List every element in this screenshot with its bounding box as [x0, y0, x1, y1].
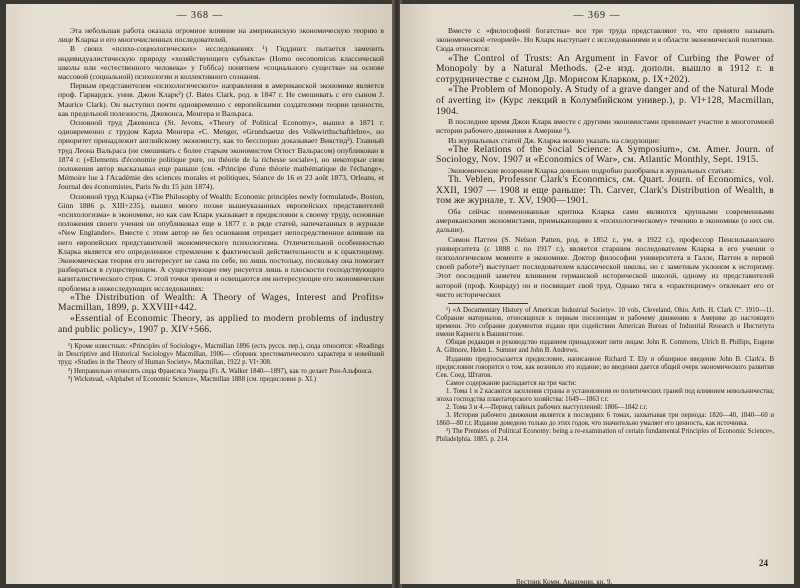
book-title: «The Problem of Monopoly. A Study of a grave danger and of the Natural Mode of averting it» (Курс лекций в Колумбийском универ.), р. VI+128, Macmillan, 1904. [436, 84, 774, 117]
paragraph: Экономические воззрения Кларка довольно подробно разобраны в журнальных статьях: [448, 165, 735, 175]
footer-source: Вестник Комм. Академии, кн. 9. [516, 578, 613, 584]
paragraph: Оба сейчас поименованные критика Кларка сами являются крупными современными американскими экономистами, примыкающими к «психологическому» течению в экономике (о них см. дальше). [436, 206, 774, 235]
footnote: 3. История рабочего движения является в последних 6 томах, захватывая три периода: 1820—40, 1840—60 и 1860—80 г.г. Издание доведено только до этих годов, что значительно умаляет его ценность, как источника. [436, 412, 774, 428]
right-page-number: — 369 — [573, 10, 621, 21]
footnote-rule [70, 339, 150, 340]
article-title: «The Relations of the Social Science: A Symposium», см. Amer. Journ. of Sociology, Nov. 1907 и «Economics of War», см. Atlantic Monthly, Sept. 1915. [436, 143, 774, 166]
footnotes [436, 307, 774, 445]
footnote: 1. Тома 1 и 2 касаются заселения страны и установления ее политических граней под влиянием невольничества; эпоха господства плантаторского хозяйства: 1649—1863 г.г. [436, 387, 774, 404]
article-title: Th. Veblen, Professor Clark's Economics, см. Quart. Journ. of Economics, vol. XXII, 1907 — 1908 и еще раньше: Th. Carver, Clark's Distribution of Wealth, в том же журнале, т. XV, 1900—1901. [436, 174, 774, 207]
paragraph: В последнее время Джон Кларк вместе с другими экономистами принимает участие в многотомной истории рабочего движения в Америке ¹). [436, 117, 774, 136]
footnote: Изданию предпосылается предисловие, написанное Richard T. Ely и обширное введение John B. Clark'а. В предисловии говорится о том, как возникло это издание; во введении дается общий очерк экономического развития Сев. Соед. Штатов. [436, 355, 774, 379]
right-page [400, 4, 794, 584]
paragraph: Симон Паттен (S. Nelson Patten, род. в 1852 г., ум. в 1922 г.), профессор Пенсильванского университета (с 1888 г. по 1917 г.), является старшим последователем Кларка в его учении о психологическом моменте в экономике. Доктор философии университета в Галле, Паттен в первой своей работе²) выступает последователем классической школы, но с заметным уклоном к историзму. Этот последний заметен влиянием германской исторической школой, одному из представителей которой (проф. Конраду) он и посвящает свой труд. Однако тяга к «практицизму» отвлекает его от чисто исторических [436, 234, 774, 299]
book-title: «The Control of Trusts: An Argument in Favor of Curbing the Power of Monopoly by a Natural Methods. (2-е изд. дополн. вышло в 1912 г. в сотрудничестве с сыном Др. Морисом Кларком, р. IX+202). [436, 52, 774, 85]
signature-number: 24 [759, 558, 768, 568]
footnotes [58, 343, 384, 383]
left-page [6, 4, 394, 584]
paragraph: Первым представителем «психологического» направления в американской экономике является проф. Гарвардск. унив. Джон Кларк²) (J. Bates Clark, род. в 1847 г. Не смешивать с его сыном J. Maurice Clark). Он выступил почти одновременно с европейскими создателями теории ценности, как предельной полезности, Джевонса, Менгера и Вальраса. [58, 81, 384, 118]
book-title: «Essential of Economic Theory, as applied to modern problems of industry and public policy», 1907 p. XIV+566. [58, 313, 384, 335]
paragraph: Из журнальных статей Дж. Кларка можно указать на следующие: [448, 135, 661, 145]
footnote: ²) The Premises of Political Economy: being a re-examination of certain fundamental Principles of Economic Science», Philadelphia. 1885. р. 214. [436, 428, 774, 444]
footnote: ³) Wickstead, «Alphabet of Economic Science», Macmillan 1888 (см. предисловие р. XI.) [68, 375, 317, 383]
footnote: ²) Неправильно относить сюда Франсиса Уокера (Fr. A. Walker 1840—1897), как то делает Рон-Альфонса. [68, 367, 373, 375]
paragraph: Основной труд Джевонса (St. Jevons, «Theory of Political Economy», вышел в 1871 г. одновременно с трудом Карла Менгера «C. Menger, «Grundsaetze des Volkwirthschaftlehre», но приоритет принадлежит английскому экономисту, как то бесспорно доказывает Викстид³). Главный труд Леона Вальраса (не смешивать с более старым экономистом Огюст Вальрасом) опубликован в 1874 г. («Elements d'économie politique pure, ou théorie de la richesse sociale»), но некоторые свои положения автор высказывал еще раньше (см. «Principe d'une théorie mathématique de l'échange», Mémoire lue à l'Académie des sciences morales et politiques, Séance de 16 et 23 août 1873, Orleans, et Journal des économistes, Paris № du 15 juin 1874). [58, 118, 384, 192]
footnote-rule [448, 303, 528, 304]
footnote: ¹) «A Documentary History of American Industrial Society». 10 vols, Cleveland, Ohio. Arth. H. Clark Cº. 1910—11. Собрание материалов, относящихся к первым поселенцам и рабочему движению в Америке до настоящего времени. Это собрание документов издано при содействии American Bureau of Industrial Research и Института имени Карнеги в Вашингтоне. [436, 306, 774, 339]
left-page-body [58, 26, 384, 384]
left-page-number: — 368 — [176, 10, 224, 21]
footnote: Самое содержание распадается на три части: [446, 379, 577, 387]
footnote: ¹) Кроме известных: «Principles of Sociology», Macmillan 1896 (есть русск. пер.), сюда относятся: «Readings in Descriptive and Historical Sociology» Macmillan, 1906— сборник хрестоматического характера и новейший труд: «Studies in the Theory of Human Society», Macmillan, 1922 p. VI+308. [58, 343, 384, 367]
paragraph: Основной труд Кларка («The Philosophy of Wealth: Economic principles newly formulated», Boston, Ginn 1886 p. XIII+235), вышел много позже вышеуказанных европейских представителей «психологизма» в экономике, но как сам Кларк указывает в предисловии к своему труду, основные положения своего учения он опубликовал еще в 1877 г. в ряде статей, напечатанных в журнале «New Englander». Вместе с этим автор не без основания отрицает непосредственное влияние на него европейских представителей экономического психологизма. Отличительной особенностью Кларка является его определенное стремление к фактической действительности и к практицизму. Экономическая теория его интересует не сама по себе, но лишь постольку, поскольку она помогает разбираться в существующем. А существующее ему рисуется лишь в плоскости господствующего капиталистического строя. С этой точки зрения и освещаются им интересующие его экономические проблемы в нижеследующих исследованиях: [58, 191, 385, 293]
footnote: Общая редакция и руководство изданием принадлежит пяти лицам: John R. Commons, Ulrich B. Phillips, Eugene A. Gilmore, Helen L. Sumner and John B. Andrews. [436, 339, 774, 355]
footnote: 2. Тома 3 и 4.—Период тайных рабочих выступлений: 1806—1842 г.г. [446, 404, 648, 412]
paragraph: Вместе с «философией богатства» все три труда представляют то, что принято называть экономической «теорией». Но Кларк выступает с исследованиями и в области экономической политики. Сюда относятся: [436, 26, 774, 54]
book-title: «The Distribution of Wealth: A Theory of Wages, Interest and Profits» Macmillan, 1899, p. XXVIII+442. [58, 291, 384, 314]
paragraph: Эта небольшая работа оказала огромное влияние на американскую экономическую теорию в лице Кларка и его многочисленных последователей. [58, 26, 384, 45]
right-page-body [436, 26, 774, 445]
paragraph: В своих «психо-социологических» исследованиях ¹) Гиддингс пытается заменить индивидуалистическую природу «хозяйствующего субъекта» (Homo oeconomicus классической школы или «естественного человека» у Гоббса) понятием «социального существа» на основе массовой (социальной) психологии и коллективного сознания. [58, 44, 384, 82]
